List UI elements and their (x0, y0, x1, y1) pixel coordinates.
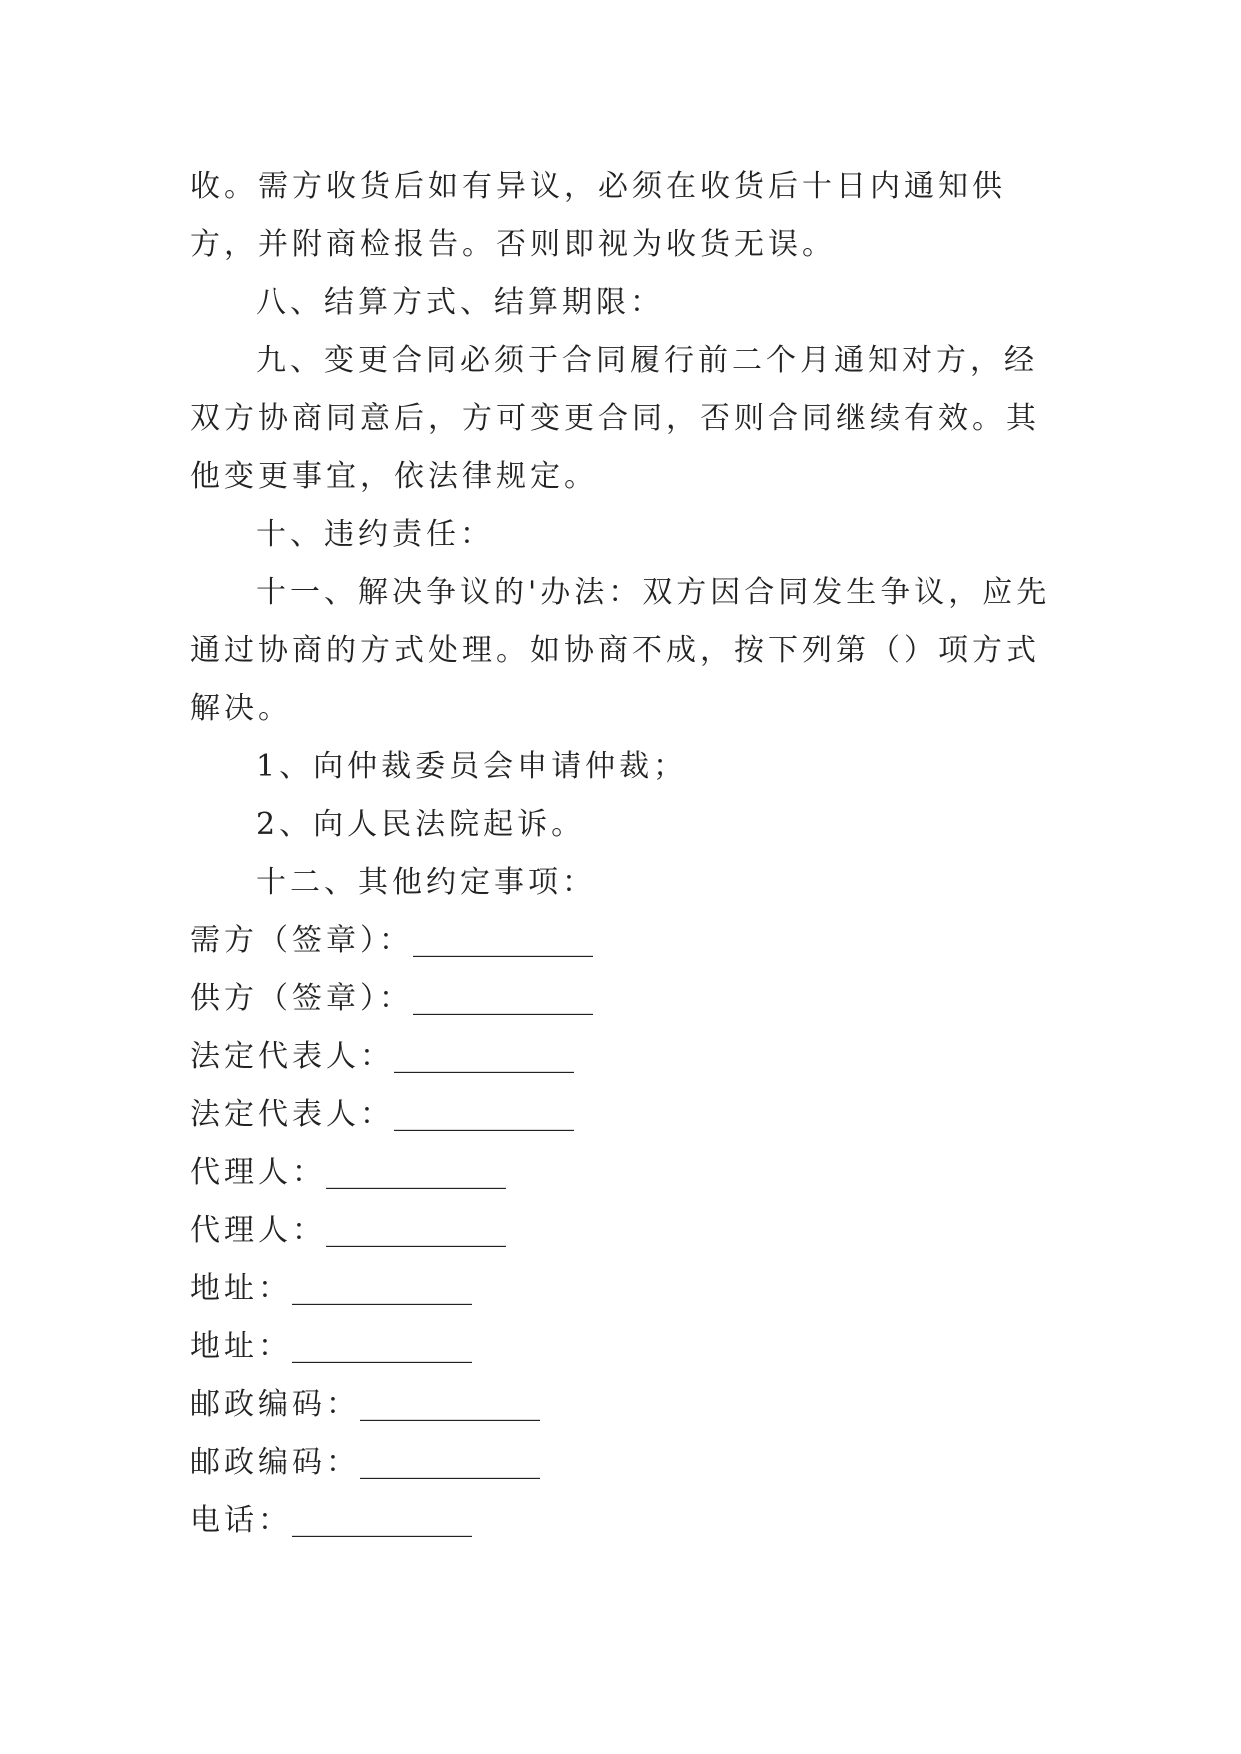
signature-field-buyer (190, 912, 1060, 970)
field-label: 邮政编码： (190, 1387, 360, 1422)
agent-field-buyer (190, 1144, 1060, 1202)
postal-code-field-buyer (190, 1376, 1060, 1434)
paragraph-option-court: 2、向人民法院起诉。 (256, 807, 586, 842)
paragraph-settlement-method: 八、结算方式、结算期限： (256, 285, 664, 320)
field-blank: ____________ (413, 981, 593, 1016)
paragraph-option-arbitration: 1、向仲裁委员会申请仲裁； (256, 749, 688, 784)
field-blank: ____________ (360, 1445, 540, 1480)
contract-body (190, 158, 1060, 1550)
paragraph-receipt-objection: 收。需方收货后如有异议，必须在收货后十日内通知供方，并附商检报告。否则即视为收货无误。 (190, 169, 1006, 262)
legal-representative-field-seller (190, 1086, 1060, 1144)
field-label: 需方（签章）： (190, 923, 413, 958)
field-blank: ____________ (326, 1155, 506, 1190)
field-label: 代理人： (190, 1155, 326, 1190)
address-field-seller (190, 1318, 1060, 1376)
phone-field (190, 1492, 1060, 1550)
field-label: 供方（签章）： (190, 981, 413, 1016)
paragraph-dispute-resolution: 十一、解决争议的'办法：双方因合同发生争议，应先通过协商的方式处理。如协商不成，按下列第（）项方式解决。 (190, 575, 1051, 726)
signature-field-seller (190, 970, 1060, 1028)
address-field-buyer (190, 1260, 1060, 1318)
field-label: 地址： (190, 1329, 292, 1364)
field-label: 法定代表人： (190, 1039, 394, 1074)
paragraph-contract-change: 九、变更合同必须于合同履行前二个月通知对方，经双方协商同意后，方可变更合同，否则合同继续有效。其他变更事宜，依法律规定。 (190, 343, 1040, 494)
field-label: 邮政编码： (190, 1445, 360, 1480)
field-blank: ____________ (292, 1271, 472, 1306)
paragraph-other-terms: 十二、其他约定事项： (256, 865, 596, 900)
paragraph-breach-liability: 十、违约责任： (256, 517, 494, 552)
field-blank: ____________ (292, 1329, 472, 1364)
field-label: 代理人： (190, 1213, 326, 1248)
field-label: 地址： (190, 1271, 292, 1306)
field-label: 法定代表人： (190, 1097, 394, 1132)
field-blank: ____________ (326, 1213, 506, 1248)
field-blank: ____________ (413, 923, 593, 958)
field-blank: ____________ (360, 1387, 540, 1422)
postal-code-field-seller (190, 1434, 1060, 1492)
field-blank: ____________ (394, 1097, 574, 1132)
field-blank: ____________ (394, 1039, 574, 1074)
legal-representative-field-buyer (190, 1028, 1060, 1086)
field-label: 电话： (190, 1503, 292, 1538)
field-blank: ____________ (292, 1503, 472, 1538)
agent-field-seller (190, 1202, 1060, 1260)
